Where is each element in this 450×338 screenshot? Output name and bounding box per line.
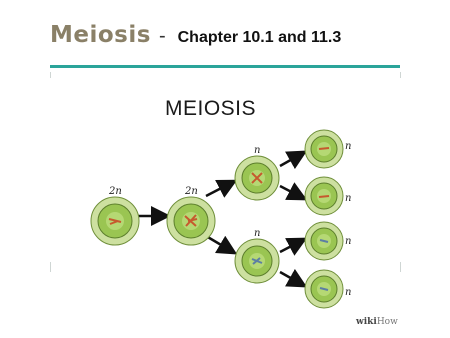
label-n-lower: n (254, 228, 261, 239)
slide-title: Meiosis (50, 22, 151, 48)
arrow-to-upper-n (206, 182, 233, 196)
cell-2n-parent (91, 197, 139, 245)
slide-subtitle: Chapter 10.1 and 11.3 (177, 29, 342, 46)
title-separator: - (158, 25, 166, 47)
cell-daughter-4 (305, 270, 343, 308)
label-n-daughter-3: n (345, 236, 352, 247)
cell-daughter-2 (305, 177, 343, 215)
cell-n-upper (235, 156, 279, 200)
cell-2n-replicated (167, 197, 215, 245)
arrow-lower-to-n3 (280, 240, 303, 252)
label-n-daughter-4: n (345, 287, 352, 298)
watermark-bold: wiki (356, 317, 377, 327)
label-n-daughter-1: n (345, 141, 352, 152)
arrow-upper-to-n2 (280, 186, 303, 198)
wikihow-watermark (356, 317, 398, 327)
label-2n-replicated: 2n (185, 186, 198, 197)
arrow-upper-to-n1 (280, 153, 303, 166)
cell-daughter-3 (305, 222, 343, 260)
arrow-lower-to-n4 (280, 272, 303, 285)
arrow-to-lower-n (206, 236, 233, 252)
diagram-title: MEIOSIS (165, 97, 257, 120)
label-2n-parent: 2n (109, 186, 122, 197)
watermark-rest: How (376, 317, 398, 327)
label-n-daughter-2: n (345, 193, 352, 204)
cell-daughter-1 (305, 130, 343, 168)
cell-n-lower (235, 239, 279, 283)
label-n-upper: n (254, 145, 261, 156)
